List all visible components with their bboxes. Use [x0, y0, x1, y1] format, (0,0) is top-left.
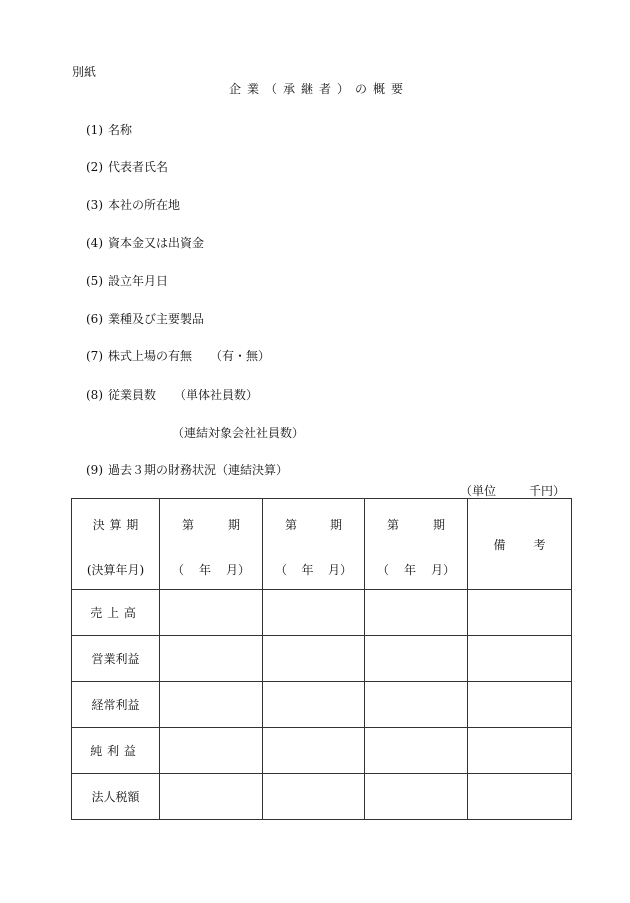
header-period-sublabel: (決算年月): [86, 563, 145, 577]
period-ki: 期: [432, 518, 445, 532]
table-cell[interactable]: [160, 636, 263, 682]
unit-close: 千円）: [528, 484, 565, 498]
table-cell[interactable]: [160, 590, 263, 636]
row-label: 純利益: [72, 728, 160, 774]
header-period-label: 決算期: [92, 518, 144, 532]
header-fiscal-period-1: [160, 499, 263, 590]
table-row: [72, 774, 572, 820]
unit-open: （単位: [460, 484, 497, 498]
table-cell[interactable]: [468, 728, 572, 774]
item-label: 設立年月日: [108, 274, 169, 288]
period-dai: 第: [182, 518, 195, 532]
list-item: [86, 234, 204, 251]
table-cell[interactable]: [468, 636, 572, 682]
table-cell[interactable]: [365, 682, 468, 728]
remarks-char-1: 備: [493, 537, 506, 552]
financial-table: [71, 498, 572, 820]
item-number: (7): [86, 349, 103, 363]
table-row: [72, 728, 572, 774]
list-item: [86, 461, 288, 478]
item-label: 本社の所在地: [108, 198, 181, 212]
item-number: (1): [86, 123, 103, 137]
table-cell[interactable]: [263, 682, 365, 728]
page-title: 企業（承継者）の概要: [228, 82, 409, 96]
table-row: [72, 590, 572, 636]
period-nen: 年: [198, 563, 211, 577]
table-cell[interactable]: [365, 728, 468, 774]
table-header-row: [72, 499, 572, 590]
period-tsuki: 月）: [430, 563, 455, 577]
period-ki: 期: [329, 518, 342, 532]
item-number: (2): [86, 160, 103, 174]
header-fiscal-period-3: [365, 499, 468, 590]
item-extra: （有・無）: [210, 349, 271, 363]
table-cell[interactable]: [468, 682, 572, 728]
list-item: [86, 310, 204, 327]
table-cell[interactable]: [365, 636, 468, 682]
consolidated-note: （連結対象会社社員数）: [172, 426, 305, 440]
item-number: (9): [86, 463, 103, 477]
item-number: (6): [86, 312, 103, 326]
period-tsuki: 月）: [327, 563, 352, 577]
header-period-cell: [72, 499, 160, 590]
item-label: 業種及び主要製品: [108, 312, 205, 326]
table-cell[interactable]: [365, 590, 468, 636]
table-cell[interactable]: [365, 774, 468, 820]
table-cell[interactable]: [160, 682, 263, 728]
table-cell[interactable]: [468, 774, 572, 820]
item-number: (4): [86, 236, 103, 250]
period-ki: 期: [227, 518, 240, 532]
row-label: 営業利益: [72, 636, 160, 682]
table-row: [72, 682, 572, 728]
period-nen: 年: [403, 563, 416, 577]
item-number: (3): [86, 198, 103, 212]
item-label: 代表者氏名: [108, 160, 169, 174]
header-remarks-cell: [468, 499, 572, 590]
annex-label: 別紙: [72, 65, 97, 79]
list-item: [86, 121, 132, 138]
period-dai: 第: [285, 518, 298, 532]
table-cell[interactable]: [160, 728, 263, 774]
list-item: [86, 272, 168, 289]
item-label: 名称: [108, 123, 133, 137]
item-label: 従業員数: [108, 388, 157, 402]
item-number: (5): [86, 274, 103, 288]
row-label: 法人税額: [72, 774, 160, 820]
table-cell[interactable]: [263, 636, 365, 682]
list-item: [86, 158, 168, 175]
item-label: 過去３期の財務状況（連結決算）: [108, 463, 289, 477]
table-cell[interactable]: [263, 774, 365, 820]
item-number: (8): [86, 388, 103, 402]
header-fiscal-period-2: [263, 499, 365, 590]
list-item: [86, 347, 270, 364]
item-label: 株式上場の有無: [108, 349, 193, 363]
period-dai: 第: [387, 518, 400, 532]
item-label: 資本金又は出資金: [108, 236, 205, 250]
list-item: [86, 196, 180, 213]
period-nen: 年: [301, 563, 314, 577]
period-open: （: [377, 563, 390, 577]
table-cell[interactable]: [160, 774, 263, 820]
table-cell[interactable]: [263, 590, 365, 636]
period-open: （: [275, 563, 288, 577]
item-extra: （単体社員数）: [174, 388, 259, 402]
row-label: 売上高: [72, 590, 160, 636]
row-label: 経常利益: [72, 682, 160, 728]
table-cell[interactable]: [468, 590, 572, 636]
period-tsuki: 月）: [225, 563, 250, 577]
table-row: [72, 636, 572, 682]
remarks-char-2: 考: [533, 537, 546, 552]
period-open: （: [172, 563, 185, 577]
table-cell[interactable]: [263, 728, 365, 774]
list-item: [86, 386, 258, 403]
